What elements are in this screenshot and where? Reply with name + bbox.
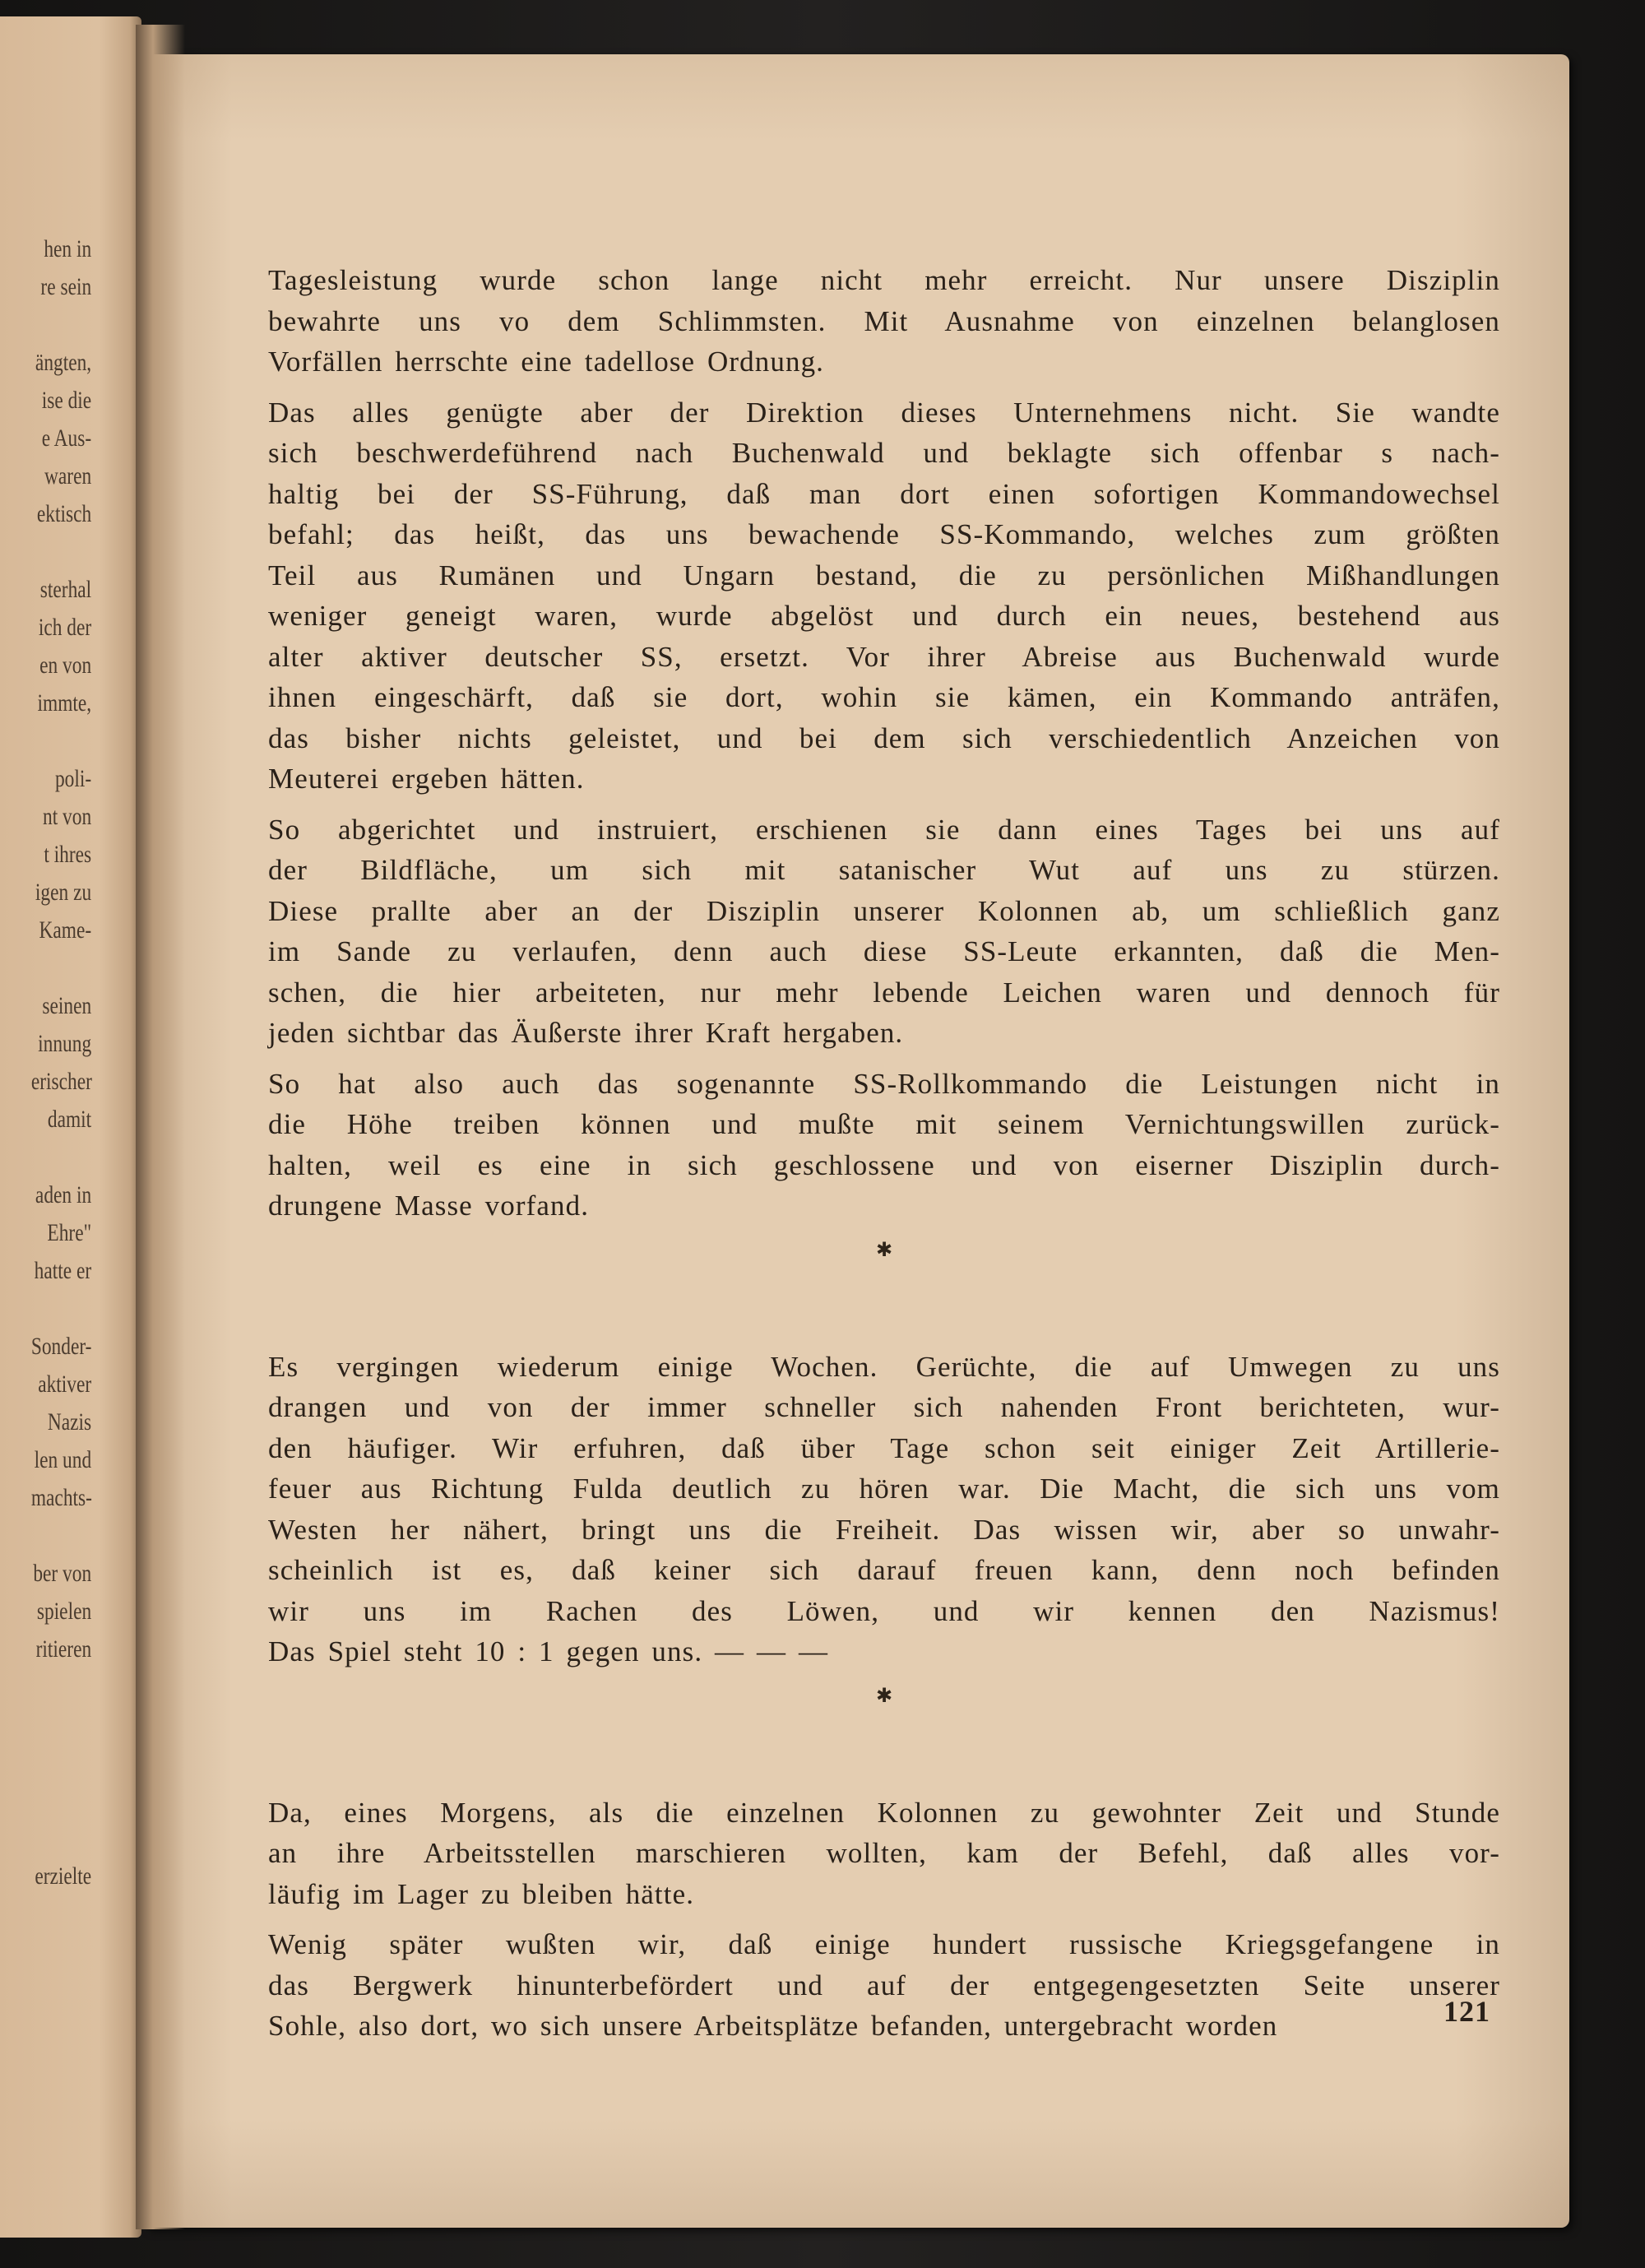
- previous-page-line-fragment: [31, 1744, 141, 1782]
- book-page: [146, 54, 1569, 2228]
- previous-page-line-fragment: nt von: [43, 803, 92, 830]
- previous-page-line-fragment: igen zu: [35, 879, 92, 906]
- text-line: bewahrte uns vo dem Schlimmsten. Mit Ausnahme von einzelnen belanglosen: [268, 304, 1500, 337]
- previous-page-line-fragment: hen in: [44, 235, 92, 262]
- text-line: scheinlich ist es, daß keiner sich darauf freuen kann, denn noch befinden: [268, 1554, 1500, 1586]
- previous-page-line-fragment: Kame-: [39, 916, 92, 944]
- paragraph: [268, 1347, 1500, 1672]
- previous-page-line-fragment: [31, 1517, 141, 1555]
- text-line: den häufiger. Wir erfuhren, daß über Tage schon seit einiger Zeit Artillerie-: [268, 1431, 1500, 1464]
- text-line: Westen her nähert, bringt uns die Freiheit. Das wissen wir, aber so unwahr-: [268, 1513, 1500, 1546]
- previous-page-line-fragment: ektisch: [36, 500, 92, 527]
- previous-page-line-fragment: len und: [34, 1446, 92, 1473]
- previous-page-line-fragment: e Aus-: [41, 424, 92, 452]
- previous-page-line-fragment: [31, 722, 141, 760]
- previous-page-line-fragment: Nazis: [47, 1408, 92, 1435]
- text-line: an ihre Arbeitsstellen marschieren wollten, kam der Befehl, daß alles vor-: [268, 1837, 1500, 1869]
- text-line: drungene Masse vorfand.: [268, 1190, 590, 1222]
- previous-page-line-fragment: [31, 1820, 141, 1858]
- previous-page-line-fragment: t ihres: [44, 841, 92, 868]
- previous-page-line-fragment: spielen: [36, 1598, 92, 1625]
- paragraph: [268, 809, 1500, 1054]
- section-break-asterisk: ✱: [875, 1683, 893, 1707]
- previous-page-edge: [0, 16, 141, 2238]
- previous-page-line-fragment: [31, 949, 141, 987]
- text-line: ihnen eingeschärft, daß sie dort, wohin sie kämen, ein Kommando anträfen,: [268, 681, 1500, 713]
- text-line: So hat also auch das sogenannte SS-Rollkommando die Leistungen nicht in: [268, 1067, 1500, 1100]
- section-break-asterisk: ✱: [875, 1237, 893, 1261]
- book-gutter: [136, 25, 185, 2229]
- text-line: die Höhe treiben können und mußte mit seinem Vernichtungswillen zurück-: [268, 1108, 1500, 1140]
- previous-page-line-fragment: ich der: [38, 614, 92, 641]
- previous-page-line-fragment: [31, 1139, 141, 1176]
- previous-page-line-fragment: damit: [47, 1106, 92, 1133]
- previous-page-line-fragment: waren: [44, 462, 92, 489]
- previous-page-line-fragment: [31, 1706, 141, 1744]
- previous-page-line-fragment: en von: [39, 652, 92, 679]
- previous-page-line-fragment: [31, 533, 141, 571]
- previous-page-line-fragment: immte,: [37, 689, 92, 717]
- previous-page-line-fragment: sterhal: [39, 576, 92, 603]
- text-line: schen, die hier arbeiteten, nur mehr lebende Leichen waren und dennoch für: [268, 976, 1500, 1009]
- previous-page-line-fragment: [31, 306, 141, 344]
- text-line: jeden sichtbar das Äußerste ihrer Kraft hergaben.: [268, 1017, 904, 1049]
- text-line: Vorfällen herrschte eine tadellose Ordnung.: [268, 346, 825, 378]
- text-line: Da, eines Morgens, als die einzelnen Kolonnen zu gewohnter Zeit und Stunde: [268, 1796, 1500, 1829]
- text-line: Sohle, also dort, wo sich unsere Arbeitsplätze befanden, untergebracht worden: [268, 2010, 1278, 2042]
- text-line: Das alles genügte aber der Direktion dieses Unternehmens nicht. Sie wandte: [268, 396, 1500, 429]
- text-line: das Bergwerk hinunterbefördert und auf der entgegengesetzten Seite unserer: [268, 1969, 1500, 2001]
- page-body: [268, 260, 1500, 2047]
- text-line: das bisher nichts geleistet, und bei dem sich verschiedentlich Anzeichen von: [268, 721, 1500, 754]
- text-line: weniger geneigt waren, wurde abgelöst und durch ein neues, bestehend aus: [268, 600, 1500, 632]
- previous-page-text: [0, 230, 141, 1895]
- previous-page-line-fragment: aktiver: [38, 1371, 92, 1398]
- previous-page-line-fragment: aden in: [35, 1181, 92, 1208]
- paragraph: [268, 260, 1500, 383]
- previous-page-line-fragment: [31, 1782, 141, 1820]
- text-line: Meuterei ergeben hätten.: [268, 763, 585, 795]
- text-line: sich beschwerdeführend nach Buchenwald und beklagte sich offenbar s nach-: [268, 437, 1500, 469]
- text-line: haltig bei der SS-Führung, daß man dort einen sofortigen Kommandowechsel: [268, 477, 1500, 510]
- text-line: im Sande zu verlaufen, denn auch diese SS-Leute erkannten, daß die Men-: [268, 935, 1500, 967]
- paragraph: [268, 1064, 1500, 1227]
- previous-page-line-fragment: Ehre": [47, 1219, 92, 1246]
- text-line: der Bildfläche, um sich mit satanischer Wut auf uns zu stürzen.: [268, 854, 1500, 886]
- text-line: Tagesleistung wurde schon lange nicht mehr erreicht. Nur unsere Disziplin: [268, 264, 1500, 296]
- previous-page-line-fragment: ängten,: [35, 349, 92, 376]
- text-line: So abgerichtet und instruiert, erschienen sie dann eines Tages bei uns auf: [268, 813, 1500, 846]
- previous-page-line-fragment: [31, 1668, 141, 1706]
- text-line: befahl; das heißt, das uns bewachende SS-Kommando, welches zum größten: [268, 518, 1500, 550]
- text-line: halten, weil es eine in sich geschlossene und von eiserner Disziplin durch-: [268, 1148, 1500, 1181]
- previous-page-line-fragment: seinen: [42, 992, 92, 1019]
- previous-page-line-fragment: ise die: [41, 387, 92, 414]
- text-line: Es vergingen wiederum einige Wochen. Gerüchte, die auf Umwegen zu uns: [268, 1350, 1500, 1383]
- previous-page-line-fragment: erzielte: [35, 1862, 92, 1890]
- paragraph: [268, 1924, 1500, 2047]
- text-line: wir uns im Rachen des Löwen, und wir kennen den Nazismus!: [268, 1594, 1500, 1627]
- previous-page-line-fragment: ritieren: [35, 1635, 92, 1663]
- previous-page-line-fragment: Sonder-: [30, 1333, 92, 1360]
- previous-page-line-fragment: innung: [38, 1030, 92, 1057]
- text-line: Teil aus Rumänen und Ungarn bestand, die zu persönlichen Mißhandlungen: [268, 559, 1500, 591]
- text-line: läufig im Lager zu bleiben hätte.: [268, 1877, 695, 1910]
- previous-page-line-fragment: re sein: [40, 273, 92, 300]
- paragraph: [268, 392, 1500, 800]
- text-line: Diese prallte aber an der Disziplin unserer Kolonnen ab, um schließlich ganz: [268, 894, 1500, 927]
- text-line: alter aktiver deutscher SS, ersetzt. Vor ihrer Abreise aus Buchenwald wurde: [268, 640, 1500, 673]
- paragraph: [268, 1793, 1500, 1915]
- previous-page-line-fragment: [31, 1290, 141, 1328]
- text-line: Das Spiel steht 10 : 1 gegen uns. — — —: [268, 1635, 829, 1667]
- previous-page-line-fragment: erischer: [30, 1068, 92, 1095]
- previous-page-line-fragment: ber von: [33, 1560, 92, 1587]
- text-line: drangen und von der immer schneller sich nahenden Front berichteten, wur-: [268, 1391, 1500, 1423]
- page-number: 121: [1443, 1995, 1490, 2028]
- previous-page-line-fragment: hatte er: [34, 1257, 92, 1284]
- previous-page-line-fragment: machts-: [30, 1484, 92, 1511]
- text-line: Wenig später wußten wir, daß einige hundert russische Kriegsgefangene in: [268, 1928, 1500, 1960]
- previous-page-line-fragment: poli-: [54, 765, 92, 792]
- text-line: feuer aus Richtung Fulda deutlich zu hören war. Die Macht, die sich uns vom: [268, 1473, 1500, 1505]
